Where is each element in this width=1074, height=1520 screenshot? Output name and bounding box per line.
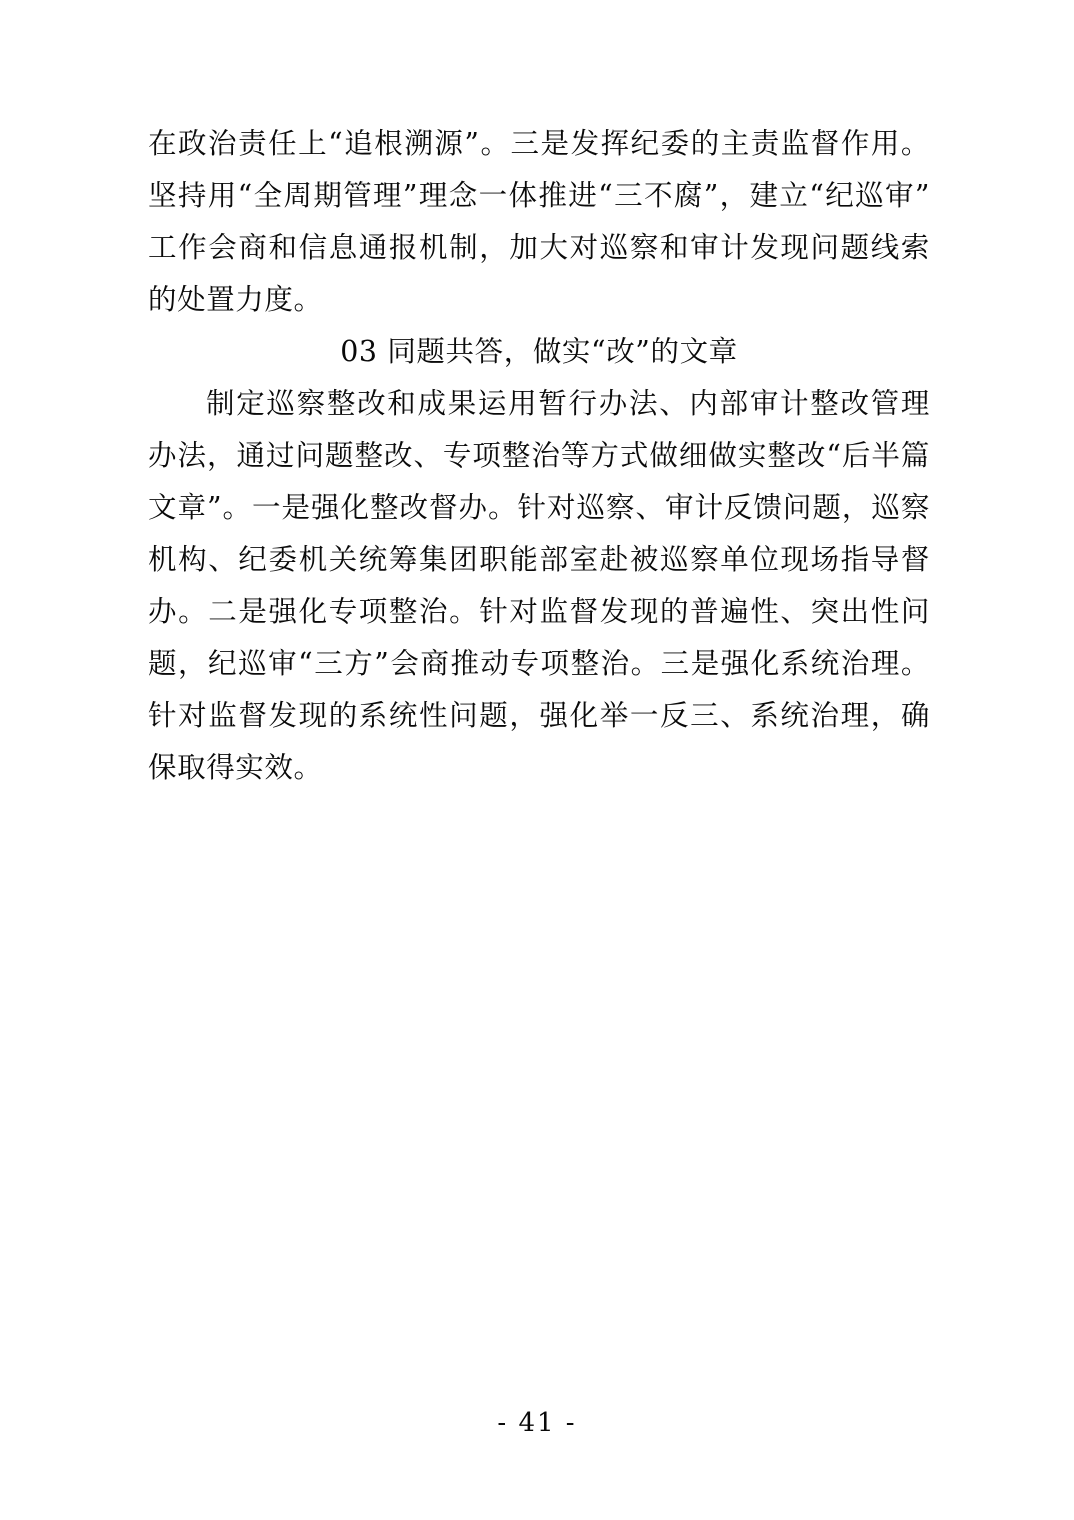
page-number-footer: - 41 - (497, 1408, 577, 1438)
page-content (148, 118, 930, 794)
body-paragraph-2: 制定巡察整改和成果运用暂行办法、内部审计整改管理办法，通过问题整改、专项整治等方式做细做实整改“后半篇文章”。一是强化整改督办。针对巡察、审计反馈问题，巡察机构、纪委机关统筹集团职能部室赴被巡察单位现场指导督办。二是强化专项整治。针对监督发现的普遍性、突出性问题，纪巡审“三方”会商推动专项整治。三是强化系统治理。针对监督发现的系统性问题，强化举一反三、系统治理，确保取得实效。 (148, 387, 930, 784)
section-heading-03: 03 同题共答，做实“改”的文章 (340, 335, 738, 368)
body-paragraph-1: 在政治责任上“追根溯源”。三是发挥纪委的主责监督作用。坚持用“全周期管理”理念一体推进“三不腐”，建立“纪巡审”工作会商和信息通报机制，加大对巡察和审计发现问题线索的处置力度。 (148, 127, 930, 316)
